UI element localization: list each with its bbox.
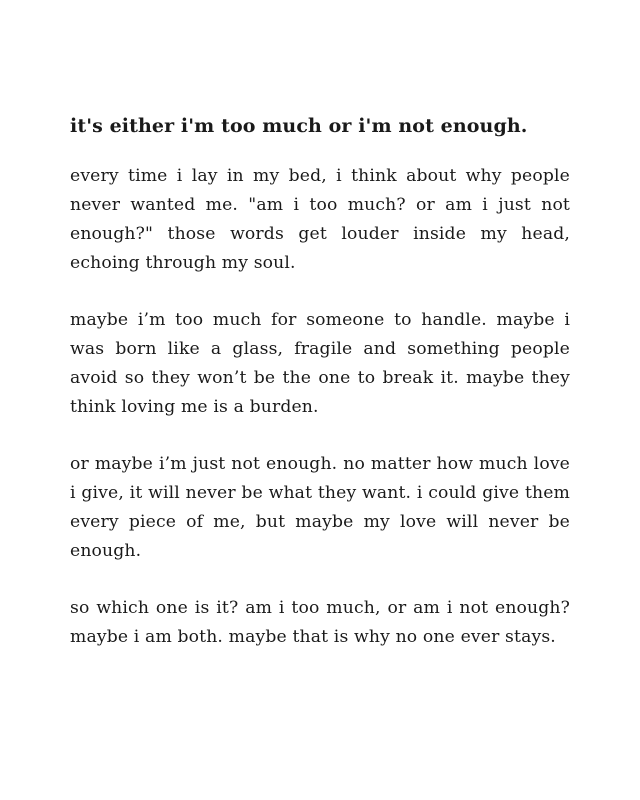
document-page — [70, 112, 570, 680]
paragraph-1: every time i lay in my bed, i think about why people never wanted me. "am i too much? or am i just not enough?" those words get louder inside my head, echoing through my soul. — [70, 166, 570, 273]
paragraph-2: maybe i’m too much for someone to handle. maybe i was born like a glass, fragile and something people avoid so they won’t be the one to break it. maybe they think loving me is a burden. — [70, 310, 570, 417]
paragraph-3: or maybe i’m just not enough. no matter how much love i give, it will never be what they want. i could give them every piece of me, but maybe my love will never be enough. — [70, 454, 570, 561]
document-title: it's either i'm too much or i'm not enough. — [70, 115, 528, 137]
paragraph-4: so which one is it? am i too much, or am i not enough? maybe i am both. maybe that is why no one ever stays. — [70, 598, 570, 647]
